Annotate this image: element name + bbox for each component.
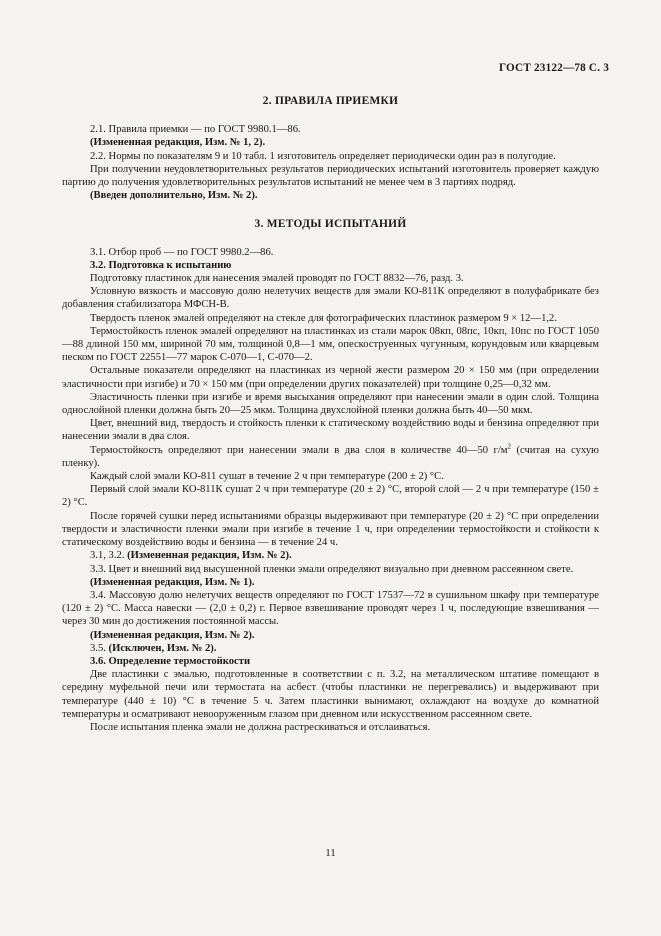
paragraph: Первый слой эмали КО-811К сушат 2 ч при температуре (20 ± 2) °С, второй слой — 2 ч при температуре (150 ± 2) °С.	[62, 484, 599, 509]
section-2-title: 2. ПРАВИЛА ПРИЕМКИ	[262, 95, 399, 107]
page-number: 11	[325, 847, 336, 859]
paragraph: После горячей сушки перед испытаниями образцы выдерживают при температуре (20 ± 2) °С при определении твердости и эластичности пленки эмали при изгибе в течение 1 ч, при определении термостойкости и стойкости к статическому воздействию воды и бензина — в течение 24 ч.	[62, 510, 599, 549]
subsection-title: 3.6. Определение термостойкости	[90, 655, 251, 667]
paragraph: Эластичность пленки при изгибе и время высыхания определяют при нанесении эмали в один слой. Толщина однослойной пленки должна быть 20—25 мкм. Толщина двухслойной пленки должна быть 40—50 мкм.	[62, 391, 599, 417]
subsection-title: 3.2. Подготовка к испытанию	[90, 259, 232, 271]
amendment-note: (Измененная редакция, Изм. № 1).	[90, 576, 255, 588]
paragraph: Твердость пленок эмалей определяют на стекле для фотографических пластинок размером 9 × 12—1,2.	[90, 312, 557, 324]
amendment-note: (Измененная редакция, Изм. № 2).	[90, 629, 255, 641]
paragraph-3-1: 3.1. Отбор проб — по ГОСТ 9980.2—86.	[90, 246, 274, 258]
paragraph: Термостойкость пленок эмалей определяют на пластинках из стали марок 08кп, 08пс, 10кп, 10пс по ГОСТ 1050—88 длиной 150 мм, шириной 70 мм, толщиной 0,8—1 мм, опескоструенных чугунным, корундовым или кварцевым песком по ГОСТ 22551—77 марок С-070—1, С-070—2.	[62, 325, 599, 364]
amendment-note: (Измененная редакция, Изм. № 2).	[127, 550, 292, 562]
paragraph-3-5	[62, 642, 599, 655]
amendment-note: (Введен дополнительно, Изм. № 2).	[90, 190, 258, 202]
paragraph: Две пластинки с эмалью, подготовленные в соответствии с п. 3.2, на металлическом штативе помещают в середину муфельной печи или термостата на асбест (чтобы пластинки не перегревались) и выдерживают при температуре (440 ± 10) °С в течение 5 ч. Затем пластинки вынимают, охлаждают на воздухе до комнатной температуры и осматривают невооруженным глазом при дневном или искусственном рассеянном свете.	[62, 669, 599, 720]
paragraph: Цвет, внешний вид, твердость и стойкость пленки к статическому воздействию воды и бензина определяют при нанесении эмали в два слоя.	[62, 418, 599, 443]
page-header: ГОСТ 23122—78 С. 3	[498, 62, 609, 74]
superscript: 2	[507, 442, 512, 451]
paragraph-text: 3.5.	[90, 642, 109, 654]
section-3-title: 3. МЕТОДЫ ИСПЫТАНИЙ	[254, 218, 407, 231]
amendment-note: (Измененная редакция, Изм. № 1, 2).	[90, 137, 266, 149]
paragraph	[62, 444, 599, 470]
paragraph: Условную вязкость и массовую долю нелетучих веществ для эмали КО-811К определяют в полуфабрикате без добавления стабилизатора МФСН-В.	[62, 286, 599, 311]
paragraph: Остальные показатели определяют на пластинках из черной жести размером 20 × 150 мм (при определении эластичности при изгибе) и 70 × 150 мм (при определении других показателей) при толщине 0,25—0,32 мм.	[62, 365, 599, 390]
paragraph-2-2: 2.2. Нормы по показателям 9 и 10 табл. 1 изготовитель определяет периодически один раз в полугодие.	[90, 150, 556, 162]
paragraph-3-4: 3.4. Массовую долю нелетучих веществ определяют по ГОСТ 17537—72 в сушильном шкафу при температуре (120 ± 2) °С. Масса навески — (2,0 ± 0,2) г. Первое взвешивание проводят через 1 ч, последующие взвешивания — через 30 мин до достижения постоянной массы.	[62, 589, 599, 628]
paragraph-2-1: 2.1. Правила приемки — по ГОСТ 9980.1—86.	[90, 124, 301, 136]
paragraph: При получении неудовлетворительных результатов периодических испытаний изготовитель проверяет каждую партию до получения удовлетворительных результатов испытаний не менее чем в 3 партиях подряд.	[62, 163, 599, 189]
paragraph	[62, 549, 599, 562]
paragraph: Каждый слой эмали КО-811 сушат в течение 2 ч при температуре (200 ± 2) °С.	[90, 471, 444, 483]
paragraph-text: 3.1, 3.2.	[90, 550, 128, 562]
amendment-note: (Исключен, Изм. № 2).	[108, 642, 217, 654]
paragraph-3-3: 3.3. Цвет и внешний вид высушенной пленки эмали определяют визуально при дневном рассеянном свете.	[90, 563, 574, 575]
page-content	[62, 92, 599, 734]
paragraph: После испытания пленка эмали не должна растрескиваться и отслаиваться.	[90, 721, 431, 733]
paragraph-text: (считая на сухую пленку).	[62, 444, 599, 469]
paragraph-text: Термостойкость определяют при нанесении эмали в два слоя в количестве 40—50 г/м	[90, 444, 508, 456]
paragraph: Подготовку пластинок для нанесения эмалей проводят по ГОСТ 8832—76, разд. 3.	[90, 273, 464, 285]
